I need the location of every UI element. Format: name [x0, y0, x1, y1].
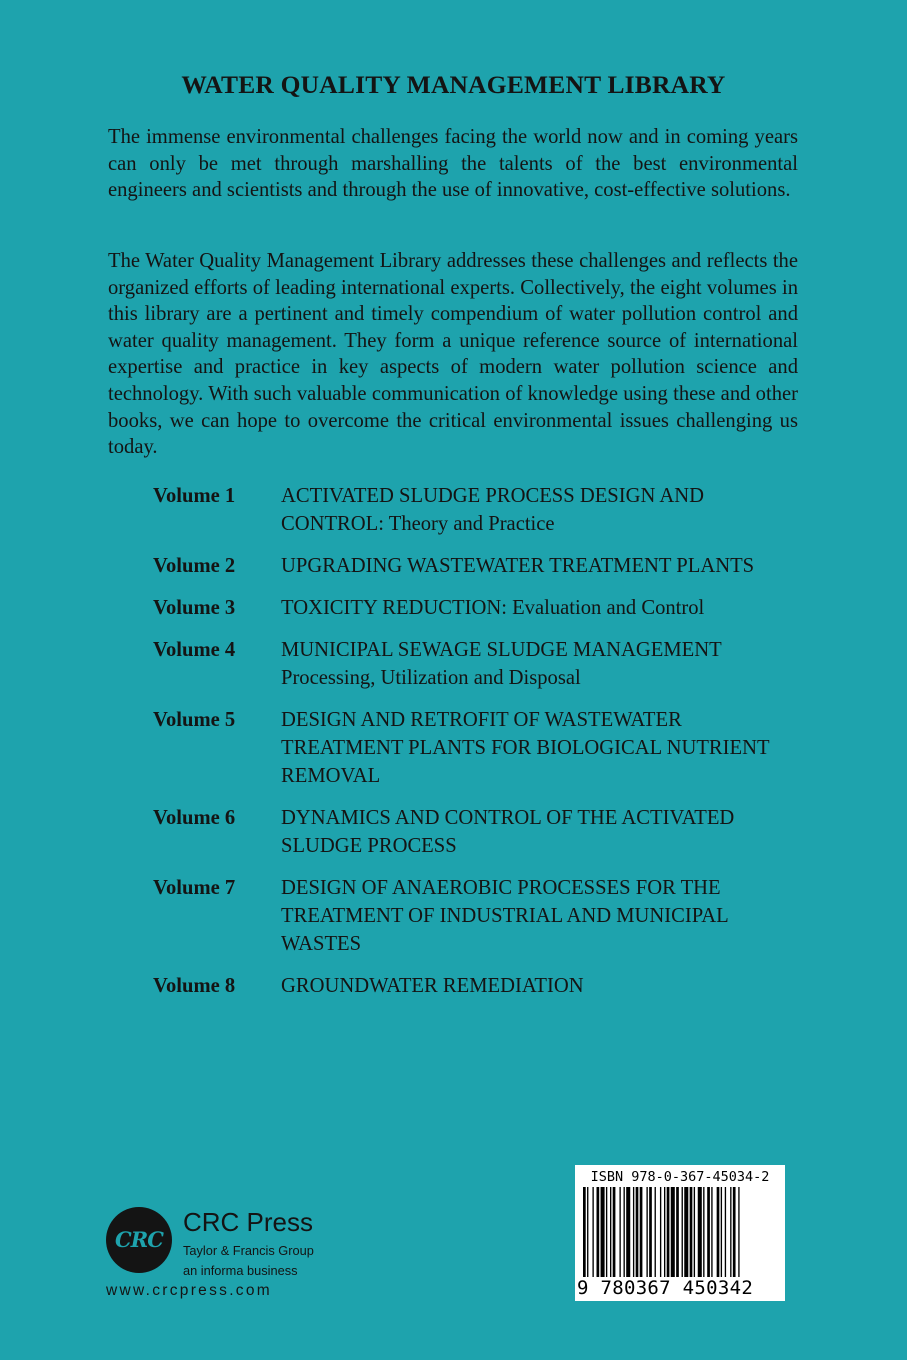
barcode-number: 9 780367 450342 — [577, 1277, 754, 1299]
barcode-bar — [610, 1187, 611, 1277]
volume-item — [153, 594, 793, 622]
publisher-website: www.crcpress.com — [106, 1282, 272, 1299]
barcode-bar — [698, 1187, 702, 1277]
barcode-bar — [640, 1187, 643, 1277]
barcode-bar — [738, 1187, 739, 1277]
barcode-bar — [733, 1187, 736, 1277]
barcode-bar — [676, 1187, 679, 1277]
barcode-bar — [684, 1187, 688, 1277]
volume-title: DESIGN OF ANAEROBIC PROCESSES FOR THE TREATMENT OF INDUSTRIAL AND MUNICIPAL WASTES — [281, 877, 728, 955]
volume-title: DYNAMICS AND CONTROL OF THE ACTIVATED SLUDGE PROCESS — [281, 807, 735, 857]
volume-label: Volume 6 — [153, 807, 236, 829]
barcode-bar — [703, 1187, 704, 1277]
publisher-name: CRC Press — [183, 1207, 314, 1237]
intro-paragraph: The immense environmental challenges facing the world now and in coming years can only be met through marshalling the talents of the best environmental engineers and scientists and through the use of innovative, cost-effective solutions. — [108, 126, 798, 202]
barcode-bar — [592, 1187, 593, 1277]
barcode-bar — [601, 1187, 605, 1277]
barcode-bar — [671, 1187, 675, 1277]
isbn-barcode — [575, 1165, 785, 1301]
volume-item — [153, 706, 793, 790]
volume-title: UPGRADING WASTEWATER TREATMENT PLANTS — [281, 555, 755, 577]
crc-logo-icon: CRC — [106, 1207, 172, 1273]
barcode-bar — [583, 1187, 586, 1277]
barcode-bar — [646, 1187, 647, 1277]
volume-label: Volume 1 — [153, 485, 236, 507]
volume-item — [153, 636, 793, 692]
barcode-bar — [725, 1187, 726, 1277]
volume-item — [153, 552, 793, 580]
publisher-tagline: an informa business — [183, 1263, 298, 1278]
barcode-bar — [707, 1187, 710, 1277]
volume-list — [153, 482, 793, 1014]
barcode-icon — [581, 1187, 779, 1279]
volume-item — [153, 972, 793, 1000]
volume-title: MUNICIPAL SEWAGE SLUDGE MANAGEMENT Processing, Utilization and Disposal — [281, 639, 722, 689]
volume-label: Volume 7 — [153, 877, 236, 899]
volume-label: Volume 4 — [153, 639, 236, 661]
barcode-bar — [660, 1187, 661, 1277]
barcode-bar — [690, 1187, 693, 1277]
barcode-bar — [730, 1187, 731, 1277]
barcode-bar — [717, 1187, 720, 1277]
barcode-bar — [667, 1187, 670, 1277]
barcode-bar — [711, 1187, 712, 1277]
volume-title: TOXICITY REDUCTION: Evaluation and Control — [281, 597, 705, 619]
barcode-bar — [694, 1187, 695, 1277]
barcode-bar — [636, 1187, 639, 1277]
barcode-bar — [649, 1187, 652, 1277]
barcode-bar — [597, 1187, 600, 1277]
barcode-bar — [587, 1187, 588, 1277]
volume-item — [153, 482, 793, 538]
description-paragraph: The Water Quality Management Library addresses these challenges and reflects the organized efforts of leading international experts. Collectively, the eight volumes in this library are a pertinent and timely compendium of water pollution control and water quality management. They form a unique reference source of international expertise and practice in key aspects of modern water pollution science and technology. With such valuable communication of knowledge using these and other books, we can hope to overcome the critical environmental issues challenging us today. — [108, 250, 798, 459]
publisher-group: Taylor & Francis Group — [183, 1243, 314, 1258]
barcode-bar — [606, 1187, 607, 1277]
barcode-bar — [633, 1187, 634, 1277]
volume-label: Volume 5 — [153, 709, 236, 731]
isbn-label: ISBN 978-0-367-45034-2 — [590, 1169, 770, 1185]
barcode-bar — [613, 1187, 616, 1277]
barcode-bar — [721, 1187, 722, 1277]
volume-label: Volume 8 — [153, 975, 236, 997]
volume-title: GROUNDWATER REMEDIATION — [281, 975, 584, 997]
barcode-bar — [655, 1187, 656, 1277]
barcode-bar — [682, 1187, 683, 1277]
volume-label: Volume 3 — [153, 597, 236, 619]
volume-item — [153, 874, 793, 958]
series-title: WATER QUALITY MANAGEMENT LIBRARY — [181, 70, 726, 99]
volume-title: DESIGN AND RETROFIT OF WASTEWATER TREATMENT PLANTS FOR BIOLOGICAL NUTRIENT REMOVAL — [281, 709, 770, 787]
barcode-bar — [626, 1187, 630, 1277]
barcode-bar — [619, 1187, 620, 1277]
barcode-bar — [624, 1187, 625, 1277]
barcode-bar — [664, 1187, 665, 1277]
volume-item — [153, 804, 793, 860]
volume-title: ACTIVATED SLUDGE PROCESS DESIGN AND CONTROL: Theory and Practice — [281, 485, 704, 535]
volume-label: Volume 2 — [153, 555, 236, 577]
